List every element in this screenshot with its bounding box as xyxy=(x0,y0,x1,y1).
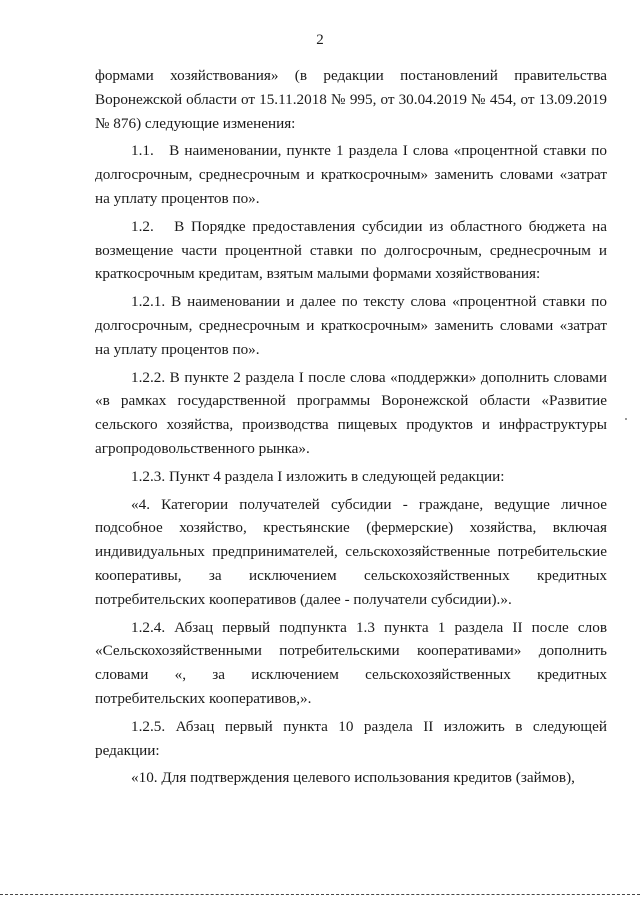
scan-speck xyxy=(625,418,627,420)
paragraph-1-2-5: 1.2.5. Абзац первый пункта 10 раздела II изложить в следующей редакции: xyxy=(95,717,607,759)
scan-edge-line xyxy=(0,894,640,895)
paragraph-1-2-2: 1.2.2. В пункте 2 раздела I после слова «поддержки» дополнить словами «в рамках государственной программы Воронежской области «Развитие сельского хозяйства, производства пищевых продуктов и инфраструктуры агропродовольственного рынка». xyxy=(95,368,607,457)
page-number: 2 xyxy=(316,32,324,48)
paragraph-1-2: 1.2. В Порядке предоставления субсидии из областного бюджета на возмещение части процентной ставки по долгосрочным, среднесрочным и краткосрочным кредитам, взятым малыми формами хозяйствования: xyxy=(95,217,607,283)
paragraph-intro: формами хозяйствования» (в редакции постановлений правительства Воронежской области от 15.11.2018 № 995, от 30.04.2019 № 454, от 13.09.2019 № 876) следующие изменения: xyxy=(95,67,607,132)
paragraph-quote-4: «4. Категории получателей субсидии - граждане, ведущие личное подсобное хозяйство, крестьянские (фермерские) хозяйства, включая индивидуальных предпринимателей, сельскохозяйственные потребительские кооперативы, за исключением сельскохозяйственных кредитных потребительских кооперативов (далее - получатели субсидии).». xyxy=(95,495,607,608)
paragraph-1-2-1: 1.2.1. В наименовании и далее по тексту слова «процентной ставки по долгосрочным, среднесрочным и краткосрочным» заменить словами «затрат на уплату процентов по». xyxy=(95,293,607,358)
paragraph-1-1: 1.1. В наименовании, пункте 1 раздела I слова «процентной ставки по долгосрочным, среднесрочным и краткосрочным» заменить словами «затрат на уплату процентов по». xyxy=(95,142,607,207)
paragraph-quote-10: «10. Для подтверждения целевого использования кредитов (займов), xyxy=(131,769,575,787)
document-body xyxy=(95,64,607,790)
paragraph-1-2-3: 1.2.3. Пункт 4 раздела I изложить в следующей редакции: xyxy=(131,467,505,485)
paragraph-1-2-4: 1.2.4. Абзац первый подпункта 1.3 пункта 1 раздела II после слов «Сельскохозяйственными потребительскими кооперативами» дополнить словами «, за исключением сельскохозяйственных кредитных потребительских кооперативов,». xyxy=(95,618,607,707)
